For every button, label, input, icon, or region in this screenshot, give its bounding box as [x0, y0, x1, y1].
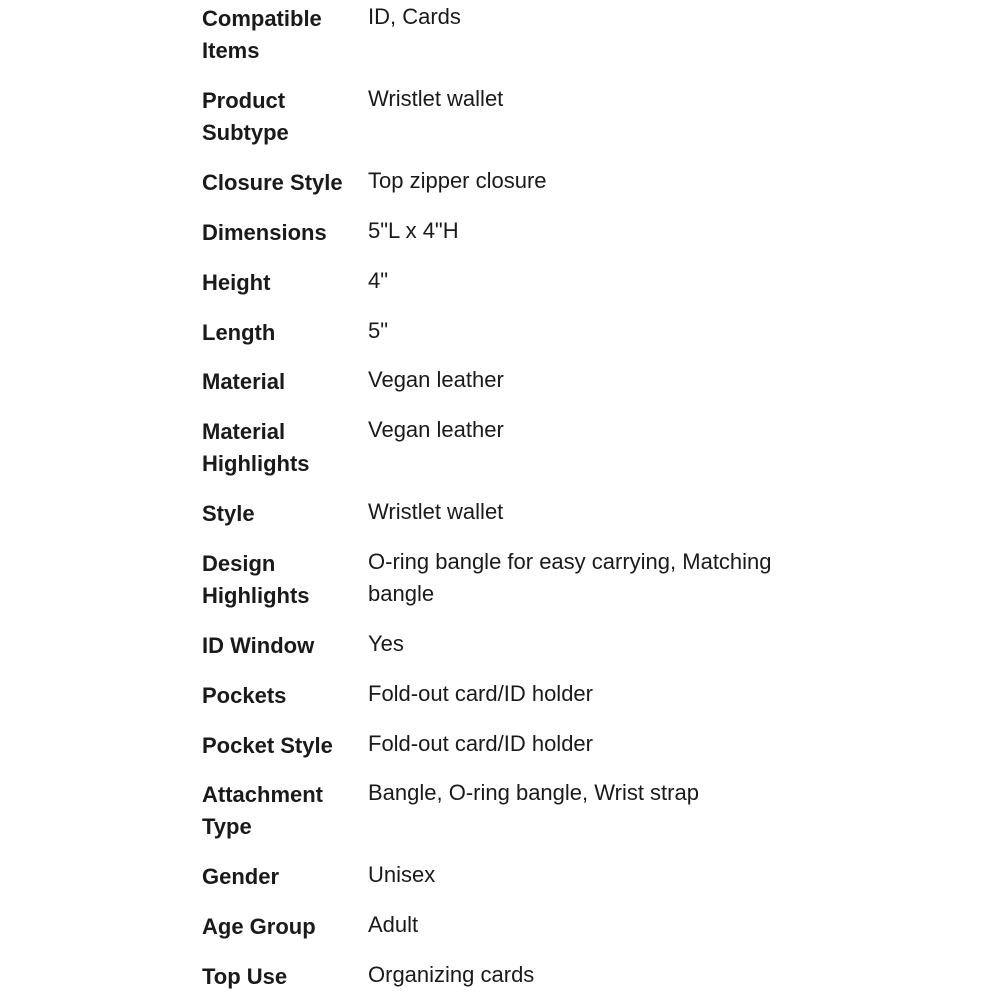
spec-label: Material: [202, 369, 286, 394]
spec-label: Height: [202, 270, 271, 295]
spec-label: Product Subtype: [202, 88, 289, 145]
spec-value: 5"L x 4"H: [368, 218, 459, 243]
spec-label: Style: [202, 501, 255, 526]
spec-value: Organizing cards: [368, 962, 535, 987]
spec-value: 5": [368, 318, 389, 343]
spec-label: Top Use: [202, 964, 288, 989]
spec-label: Age Group: [202, 914, 316, 939]
spec-label: Design Highlights: [202, 551, 310, 608]
spec-label: Material Highlights: [202, 419, 310, 476]
spec-value: Vegan leather: [368, 417, 504, 442]
spec-value: Yes: [368, 631, 404, 656]
spec-label: Length: [202, 320, 276, 345]
spec-value: O-ring bangle for easy carrying, Matching bangle: [368, 549, 772, 606]
spec-value: ID, Cards: [368, 4, 461, 29]
spec-label: Compatible Items: [202, 6, 322, 63]
spec-label: Pocket Style: [202, 733, 333, 758]
spec-value: Wristlet wallet: [368, 499, 504, 524]
spec-value: Fold-out card/ID holder: [368, 681, 593, 706]
spec-value: Unisex: [368, 862, 436, 887]
spec-value: Adult: [368, 912, 419, 937]
spec-value: Wristlet wallet: [368, 86, 504, 111]
spec-label: Gender: [202, 864, 280, 889]
spec-label: Dimensions: [202, 220, 327, 245]
spec-value: Top zipper closure: [368, 168, 547, 193]
spec-value: Vegan leather: [368, 367, 504, 392]
spec-label: Pockets: [202, 683, 287, 708]
spec-value: Bangle, O-ring bangle, Wrist strap: [368, 780, 699, 805]
spec-label: ID Window: [202, 633, 315, 658]
spec-value: 4": [368, 268, 389, 293]
spec-label: Attachment Type: [202, 782, 324, 839]
spec-value: Fold-out card/ID holder: [368, 731, 593, 756]
spec-label: Closure Style: [202, 170, 343, 195]
